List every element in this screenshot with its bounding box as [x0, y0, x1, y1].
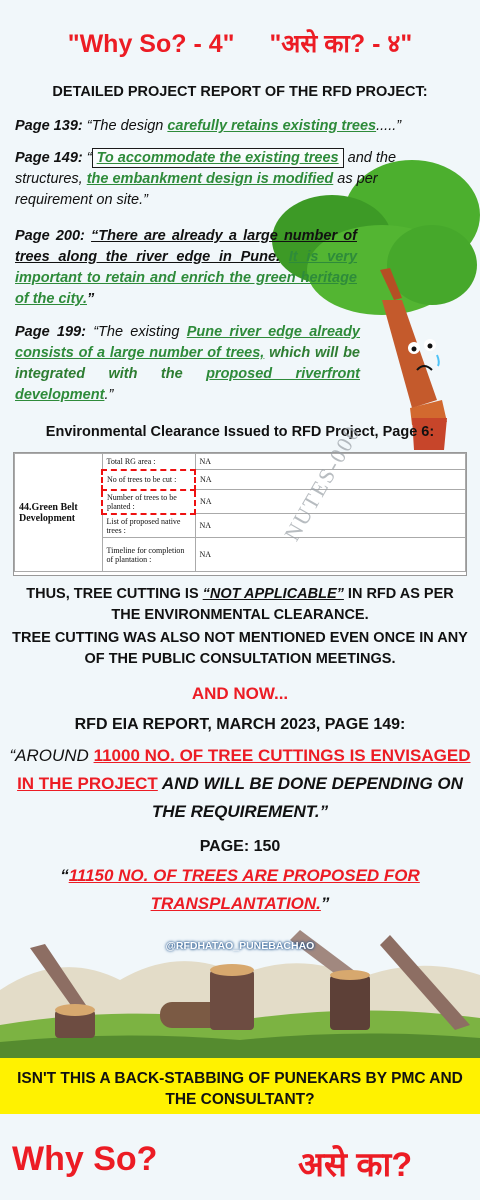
footer-ase-ka: असे का? [298, 1146, 413, 1184]
clearance-row-value: NA [195, 514, 466, 538]
quote-highlight: proposed riverfront development [15, 366, 361, 403]
quote-page-200 [15, 226, 357, 310]
document-stamp: NUTES-000 [279, 420, 366, 545]
quote-text: “ [86, 150, 92, 166]
and-now-label: AND NOW... [191, 684, 289, 703]
quote-text: and the structures, [15, 150, 397, 187]
quote-text: .....” [376, 118, 402, 134]
eia-quote-text: ” [320, 894, 330, 913]
clearance-row-label: Total RG area : [102, 454, 195, 470]
eia-quote-highlight: 11150 NO. OF TREES ARE PROPOSED FOR TRANSPLANTATION. [68, 866, 420, 913]
quote-text: “The existing [93, 324, 187, 340]
eia-quote-highlight: 11000 NO. OF TREE CUTTINGS IS ENVISAGED IN THE PROJECT [17, 746, 471, 793]
quote-page-139 [15, 116, 465, 137]
eia-quote-text: “ [60, 866, 69, 885]
clearance-section-label: 44.Green Belt Development [15, 454, 103, 572]
eia-quote-cuttings [0, 742, 480, 826]
clearance-row-value: NA [195, 490, 466, 514]
quote-page-label: Page 200: [15, 228, 85, 244]
quote-text: ” [86, 291, 95, 307]
quote-page-label: Page 199: [15, 324, 86, 340]
quote-highlight: “There are already a large number of trees along the river edge in Pune. [15, 228, 357, 265]
page-150-heading: PAGE: 150 [199, 838, 281, 855]
social-handle: @RFDHATAO_PUNEBACHAO [165, 940, 315, 952]
clearance-row-label: No of trees to be cut : [102, 470, 195, 490]
conclusion-text: IN RFD AS PER THE ENVIRONMENTAL CLEARANCE. [111, 586, 454, 623]
quote-highlight: To accommodate the existing trees [92, 148, 344, 168]
quote-text: as per requirement on site.” [15, 171, 378, 208]
quote-text: “The design [86, 118, 168, 134]
report-heading: DETAILED PROJECT REPORT OF THE RFD PROJECT: [52, 84, 428, 100]
eia-heading: RFD EIA REPORT, MARCH 2023, PAGE 149: [74, 716, 406, 733]
footer-why-so: Why So? [12, 1140, 158, 1178]
eia-quote-text: AND WILL BE DONE DEPENDING ON THE REQUIREMENT.” [151, 774, 463, 821]
clearance-heading: Environmental Clearance Issued to RFD Project, Page 6: [45, 424, 435, 440]
quote-page-149 [15, 148, 440, 211]
quote-highlight: It is very important to retain and enrich the green heritage of the city. [15, 249, 358, 307]
clearance-row-label: Number of trees to be planted : [102, 490, 195, 514]
clearance-row-value: NA [195, 470, 466, 490]
title-english: "Why So? - 4" [67, 30, 235, 58]
conclusion-text: THUS, TREE CUTTING IS [26, 586, 203, 602]
quote-highlight: Pune river edge already consists of a large number of trees, [15, 324, 360, 361]
question-banner [0, 1058, 480, 1114]
eia-quote-transplant [0, 862, 480, 918]
eia-quote-text: “AROUND [9, 746, 94, 765]
clearance-row-label: Timeline for completion of plantation : [102, 538, 195, 572]
conclusion-not-mentioned: TREE CUTTING WAS ALSO NOT MENTIONED EVEN ONCE IN ANY OF THE PUBLIC CONSULTATION MEETINGS. [12, 630, 468, 667]
quote-highlight: carefully retains existing trees [167, 118, 377, 134]
quote-text: which will be integrated with the [15, 345, 360, 382]
clearance-row-label: List of proposed native trees : [102, 514, 195, 538]
conclusion-emphasis: “NOT APPLICABLE” [202, 586, 344, 602]
page-title [0, 26, 480, 60]
conclusion-not-applicable [0, 584, 480, 626]
clearance-row-value: NA [195, 538, 466, 572]
title-marathi: "असे का? - ४" [269, 30, 413, 58]
quote-page-label: Page 149: [15, 150, 83, 166]
clearance-row-value: NA [195, 454, 466, 470]
quote-page-199 [15, 322, 360, 406]
question-text: ISN'T THIS A BACK-STABBING OF PUNEKARS BY PMC AND THE CONSULTANT? [17, 1070, 463, 1108]
quote-highlight: the embankment design is modified [86, 171, 334, 187]
quote-text: .” [104, 387, 114, 403]
clearance-table [13, 452, 467, 576]
quote-page-label: Page 139: [15, 118, 83, 134]
